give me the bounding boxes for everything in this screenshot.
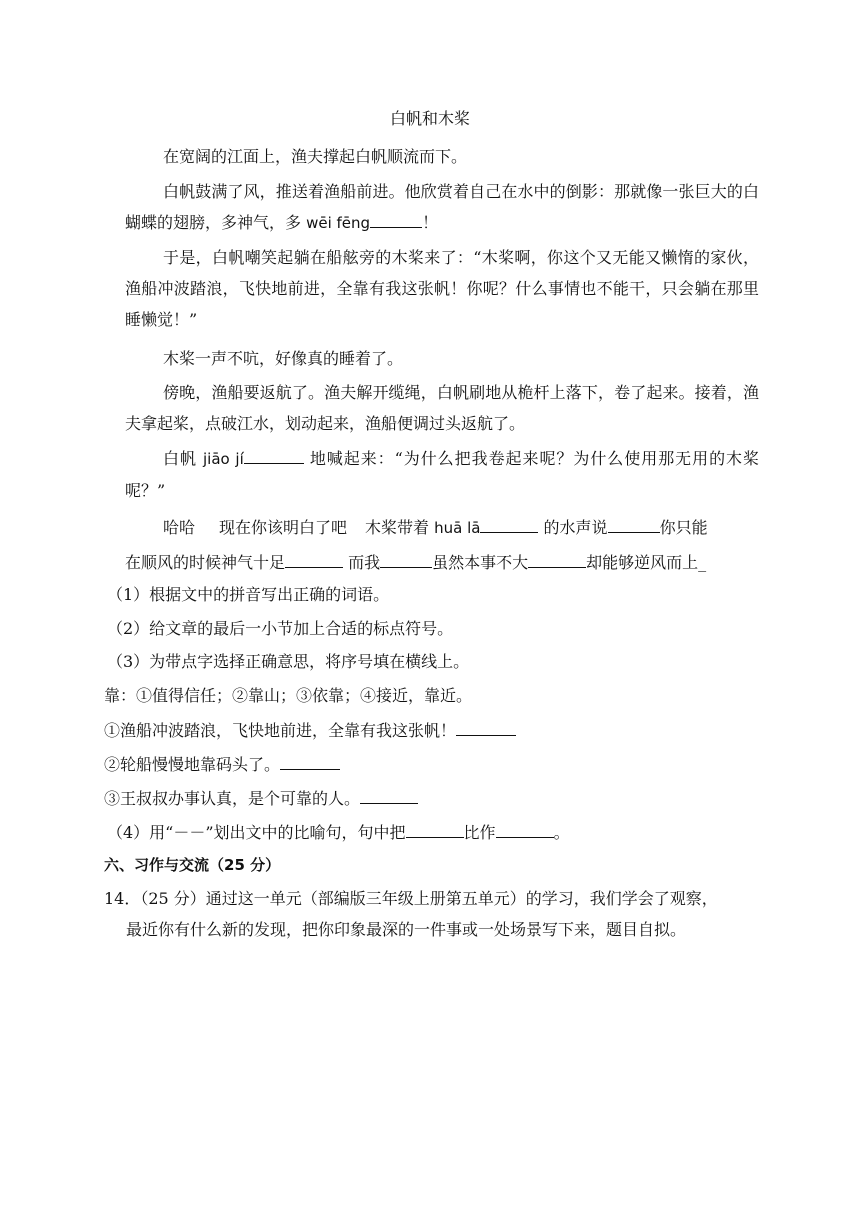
story-paragraph-5 [125,377,759,439]
paragraph-text: 却能够逆风而上 [586,553,699,572]
sentence-text: ③王叔叔办事认真，是个可靠的人。 [104,789,361,808]
story-paragraph-8 [125,547,759,578]
answer-blank-hua-la[interactable] [480,515,538,533]
sentence-2 [104,752,764,777]
sentence-1 [104,718,764,743]
story-title: 白帆和木桨 [389,109,470,128]
question-text: 比作 [463,823,496,842]
answer-blank-sentence-1[interactable] [456,718,516,736]
question-2: （2）给文章的最后一小节加上合适的标点符号。 [107,619,454,638]
paragraph-text: 在顺风的时候神气十足 [125,553,286,572]
answer-blank-jiao-ji[interactable] [244,446,304,464]
story-paragraph-7 [125,512,759,544]
story-paragraph-4 [125,343,759,374]
paragraph-text: 木桨一声不吭，好像真的睡着了。 [163,349,404,368]
paragraph-text: 现在你该明白了吧 [219,518,348,537]
punctuation-blank[interactable] [528,550,586,568]
paragraph-text: 哈哈 [163,518,196,537]
question-14 [104,883,764,945]
paragraph-text: 虽然本事不大 [432,553,529,572]
question-1: （1）根据文中的拼音写出正确的词语。 [107,585,390,604]
paragraph-text: ！ [422,213,439,232]
paragraph-text: 白帆鼓满了风，推送着渔船前进。他欣赏着自己在水中的倒影：那就像一张巨大的白蝴蝶的翅膀，多神气，多 [125,182,759,232]
question-14-line-1: 14．（25 分）通过这一单元（部编版三年级上册第五单元）的学习，我们学会了观察， [104,889,718,908]
question-text: （4）用“－－”划出文中的比喻句，句中把 [107,823,406,842]
question-text: 。 [553,823,570,842]
pinyin-wei-feng: wēi fēng [306,214,371,232]
question-3: （3）为带点字选择正确意思，将序号填在横线上。 [107,652,470,671]
punctuation-blank[interactable] [285,550,343,568]
story-paragraph-3 [125,242,759,335]
section-6-heading: 六、习作与交流（25 分） [104,856,281,874]
question-4 [107,820,767,845]
punctuation-blank[interactable] [608,515,660,533]
paragraph-text: 你只能 [659,518,708,537]
paragraph-text: 傍晚，渔船要返航了。渔夫解开缆绳，白帆刷地从桅杆上落下，卷了起来。接着，渔夫拿起桨，点破江水，划动起来，渔船便调过头返航了。 [125,383,759,433]
paragraph-text: 在宽阔的江面上，渔夫撑起白帆顺流而下。 [163,147,468,166]
sentence-text: ②轮船慢慢地靠码头了。 [104,755,281,774]
sentence-3 [104,786,764,811]
paragraph-text: 地喊起来：“为什么把我卷起来呢？为什么使用那无用的木桨呢？” [125,449,759,500]
paragraph-text: 而我 [343,553,381,572]
answer-blank-sentence-2[interactable] [280,752,340,770]
story-paragraph-6 [125,443,759,506]
paragraph-text: 白帆 [163,449,203,468]
paragraph-text: 于是，白帆嘲笑起躺在船舷旁的木桨来了：“木桨啊，你这个又无能又懒惰的家伙，渔船冲波踏浪，飞快地前进，全靠有我这张帆！你呢？什么事情也不能干，只会躺在那里睡懒觉！” [125,248,759,329]
punctuation-blank[interactable] [380,550,432,568]
kao-definitions: 靠：①值得信任；②靠山；③依靠；④接近，靠近。 [104,686,473,705]
answer-blank-wei-feng[interactable] [370,210,422,228]
pinyin-jiao-ji: jiāo jí [202,450,244,468]
paragraph-text: 的水声说 [538,518,608,537]
answer-blank-sentence-3[interactable] [360,786,418,804]
question-14-line-2: 最近你有什么新的发现，把你印象最深的一件事或一处场景写下来，题目自拟。 [126,920,687,939]
answer-blank-metaphor-object[interactable] [496,820,554,838]
sentence-text: ①渔船冲波踏浪，飞快地前进，全靠有我这张帆！ [104,721,457,740]
story-paragraph-1 [125,141,759,172]
punctuation-blank[interactable]: _ [698,553,707,572]
paragraph-text: 木桨带着 [365,518,435,537]
pinyin-hua-la: huā lā [434,519,481,537]
answer-blank-metaphor-subject[interactable] [406,820,464,838]
story-paragraph-2 [125,176,759,239]
